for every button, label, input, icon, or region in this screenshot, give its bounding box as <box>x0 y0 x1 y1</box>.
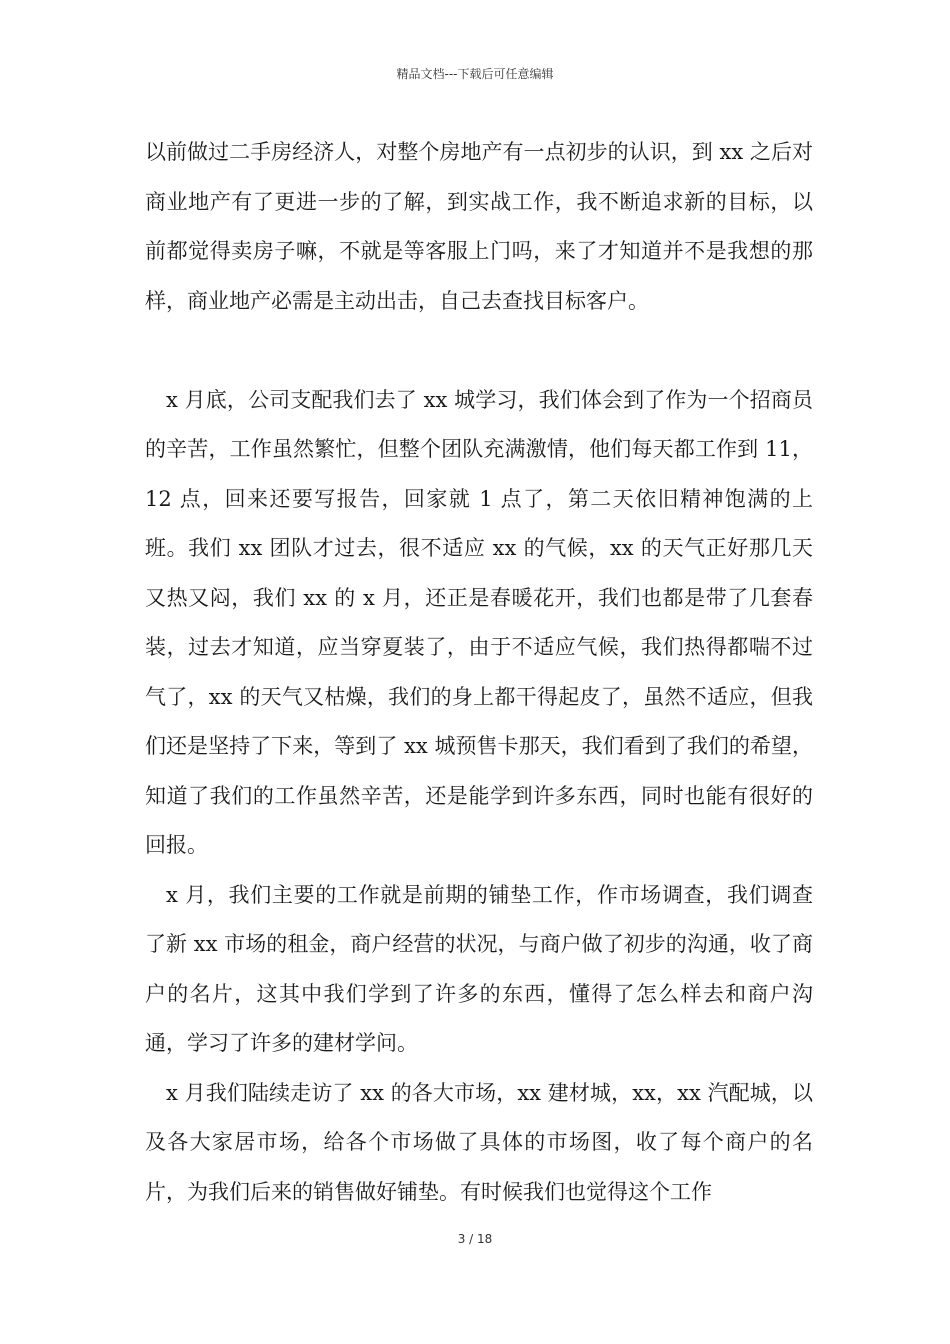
page-header: 精品文档---下载后可任意编辑 <box>396 67 554 81</box>
paragraph-2: x 月底，公司支配我们去了 xx 城学习，我们体会到了作为一个招商员的辛苦，工作虽然繁忙，但整个团队充满激情，他们每天都工作到 11，12 点，回来还要写报告，回家就 1 点了，第二天依旧精神饱满的上班。我们 xx 团队才过去，很不适应 xx 的气候，xx 的天气正好那几天又热又闷，我们 xx 的 x 月，还正是春暖花开，我们也都是带了几套春装，过去才知道，应当穿夏装了，由于不适应气候，我们热得都喘不过气了，xx 的天气又枯燥，我们的身上都干得起皮了，虽然不适应，但我们还是坚持了下来，等到了 xx 城预售卡那天，我们看到了我们的希望，知道了我们的工作虽然辛苦，还是能学到许多东西，同时也能有很好的回报。 <box>145 387 813 857</box>
paragraph-4: x 月我们陆续走访了 xx 的各大市场，xx 建材城，xx，xx 汽配城，以及各大家居市场，给各个市场做了具体的市场图，收了每个商户的名片，为我们后来的销售做好铺垫。有时候我们也觉得这个工作 <box>145 1080 813 1204</box>
paragraph-1: 以前做过二手房经济人，对整个房地产有一点初步的认识，到 xx 之后对商业地产有了更进一步的了解，到实战工作，我不断追求新的目标，以前都觉得卖房子嘛，不就是等客服上门吗，来了才知道并不是我想的那样，商业地产必需是主动出击，自己去查找目标客户。 <box>145 140 813 313</box>
paragraph-3: x 月，我们主要的工作就是前期的铺垫工作，作市场调查，我们调查了新 xx 市场的租金，商户经营的状况，与商户做了初步的沟通，收了商户的名片，这其中我们学到了许多的东西，懂得了怎么样去和商户沟通，学习了许多的建材学问。 <box>145 882 813 1055</box>
page-number: 3 / 18 <box>457 1232 493 1246</box>
paragraph-spacer <box>145 326 813 376</box>
document-body <box>145 128 813 1217</box>
